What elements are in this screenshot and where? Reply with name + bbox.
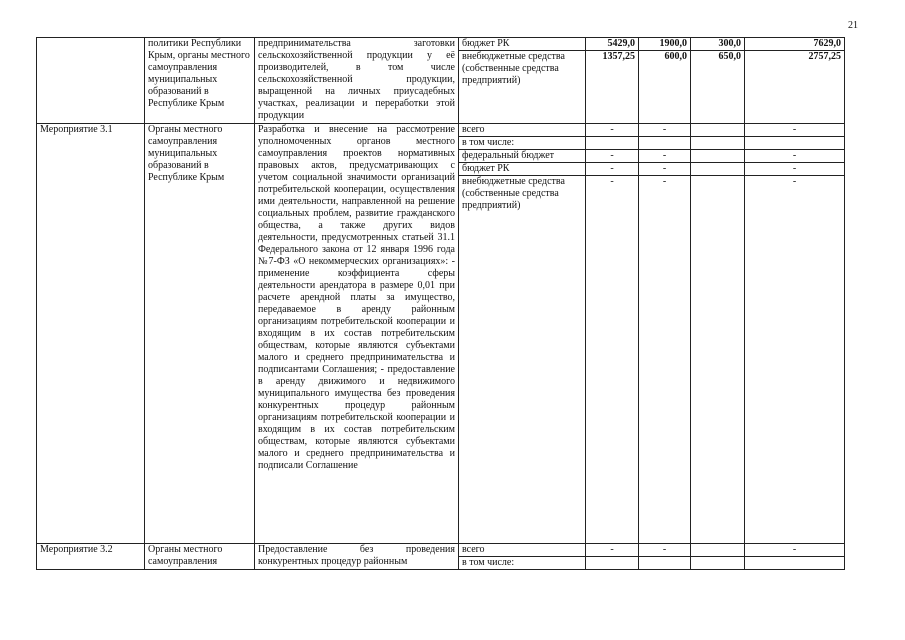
table-row-activity-3-1 (37, 124, 845, 544)
responsible-executor-cell: Органы местного самоуправления (145, 544, 255, 570)
value-cell-total (745, 124, 845, 544)
value: - (745, 124, 844, 137)
funding-source-label: в том числе: (462, 557, 515, 568)
value: - (586, 150, 638, 163)
value (589, 557, 635, 569)
value-cell-year3 (691, 124, 745, 544)
responsible-executor-cell: Органы местного самоуправления муниципальных образований в Республике Крым (145, 124, 255, 544)
value: 7629,0 (813, 38, 841, 49)
page-number: 21 (848, 20, 858, 31)
value: 5429,0 (607, 38, 635, 49)
table-row-activity-3-2 (37, 544, 845, 570)
value (691, 163, 744, 176)
value: 600,0 (639, 50, 690, 63)
value: 1900,0 (659, 38, 687, 49)
value: 1357,25 (586, 50, 638, 63)
funding-source-cell (459, 38, 586, 124)
value (691, 150, 744, 163)
value (691, 124, 744, 137)
activity-description-cell: Предоставление без проведения конкурентных процедур районным (255, 544, 459, 570)
funding-source-label: внебюджетные средства (собственные средства предприятий) (459, 50, 585, 87)
funding-source-label: бюджет РК (459, 163, 585, 176)
value (691, 137, 744, 150)
activity-name-cell: Мероприятие 3.2 (37, 544, 145, 570)
activity-name-cell: Мероприятие 3.1 (37, 124, 145, 544)
value (691, 544, 744, 557)
value: - (745, 163, 844, 176)
value (745, 137, 844, 150)
funding-source-cell (459, 124, 586, 544)
responsible-executor-cell: политики Республики Крым, органы местного самоуправления муниципальных образований в Республике Крым (145, 38, 255, 124)
value: - (639, 163, 690, 176)
value: - (610, 176, 614, 187)
value-cell-year1 (586, 124, 639, 544)
value (642, 557, 687, 569)
funding-source-cell (459, 544, 586, 570)
value (748, 557, 841, 569)
value-cell-total (745, 38, 845, 124)
value (586, 137, 638, 150)
activity-description-cell: Разработка и внесение на рассмотрение уполномоченных органов местного самоуправления проектов нормативных правовых актов, предусматривающих с учетом социальной значимости организаций потребительской кооперации, осуществления ими деятельности, направленной на решение социальных проблем, развитие гражданского общества, а также других видов деятельности, предусмотренных статьей 31.1 Федерального закона от 12 января 1996 года №7-ФЗ «О некоммерческих организациях»: - применение коэффициента сферы деятельности арендатора в размере 0,01 при расчете арендной платы за имущество, передаваемое в аренду районным организациям потребительской кооперации и входящим в их состав потребительским обществам, которые являются субъектами малого и среднего предпринимательства и подписантами Соглашения; - предоставление в аренду движимого и недвижимого муниципального имущества без проведения конкурентных процедур районным организациям потребительской кооперации и входящим в их состав потребительским обществам, которые являются субъектами малого и среднего предпринимательства и подписали Соглашение (255, 124, 459, 544)
value: - (792, 176, 797, 187)
value: - (662, 176, 667, 187)
value-cell-year1 (586, 544, 639, 570)
value (694, 176, 741, 188)
value: - (745, 150, 844, 163)
value: 300,0 (718, 38, 741, 49)
value: 2757,25 (745, 50, 844, 63)
funding-source-label: внебюджетные средства (собственные средства предприятий) (462, 176, 565, 211)
value-cell-year2 (639, 38, 691, 124)
value: - (639, 544, 690, 557)
value: - (639, 150, 690, 163)
funding-source-label: всего (459, 124, 585, 137)
value (639, 137, 690, 150)
value-cell-year3 (691, 544, 745, 570)
value: - (586, 124, 638, 137)
funding-source-label: федеральный бюджет (459, 150, 585, 163)
value-cell-year2 (639, 544, 691, 570)
value: 650,0 (691, 50, 744, 63)
table-row-continuation (37, 38, 845, 124)
value: - (639, 124, 690, 137)
funding-source-label: всего (459, 544, 585, 557)
value: - (586, 544, 638, 557)
value-cell-total (745, 544, 845, 570)
activity-name-cell (37, 38, 145, 124)
activity-description-cell: предпринимательства заготовки сельскохозяйственной продукции у её производителей, в том числе сельскохозяйственной продукции, выращенной на личных приусадебных участках, реализации и переработки этой продукции (255, 38, 459, 124)
value-cell-year1 (586, 38, 639, 124)
value-cell-year3 (691, 38, 745, 124)
funding-source-label: бюджет РК (462, 38, 510, 49)
value: - (586, 163, 638, 176)
funding-source-label: в том числе: (459, 137, 585, 150)
value (694, 557, 741, 569)
value-cell-year2 (639, 124, 691, 544)
program-activities-table (36, 37, 845, 570)
value: - (745, 544, 844, 557)
